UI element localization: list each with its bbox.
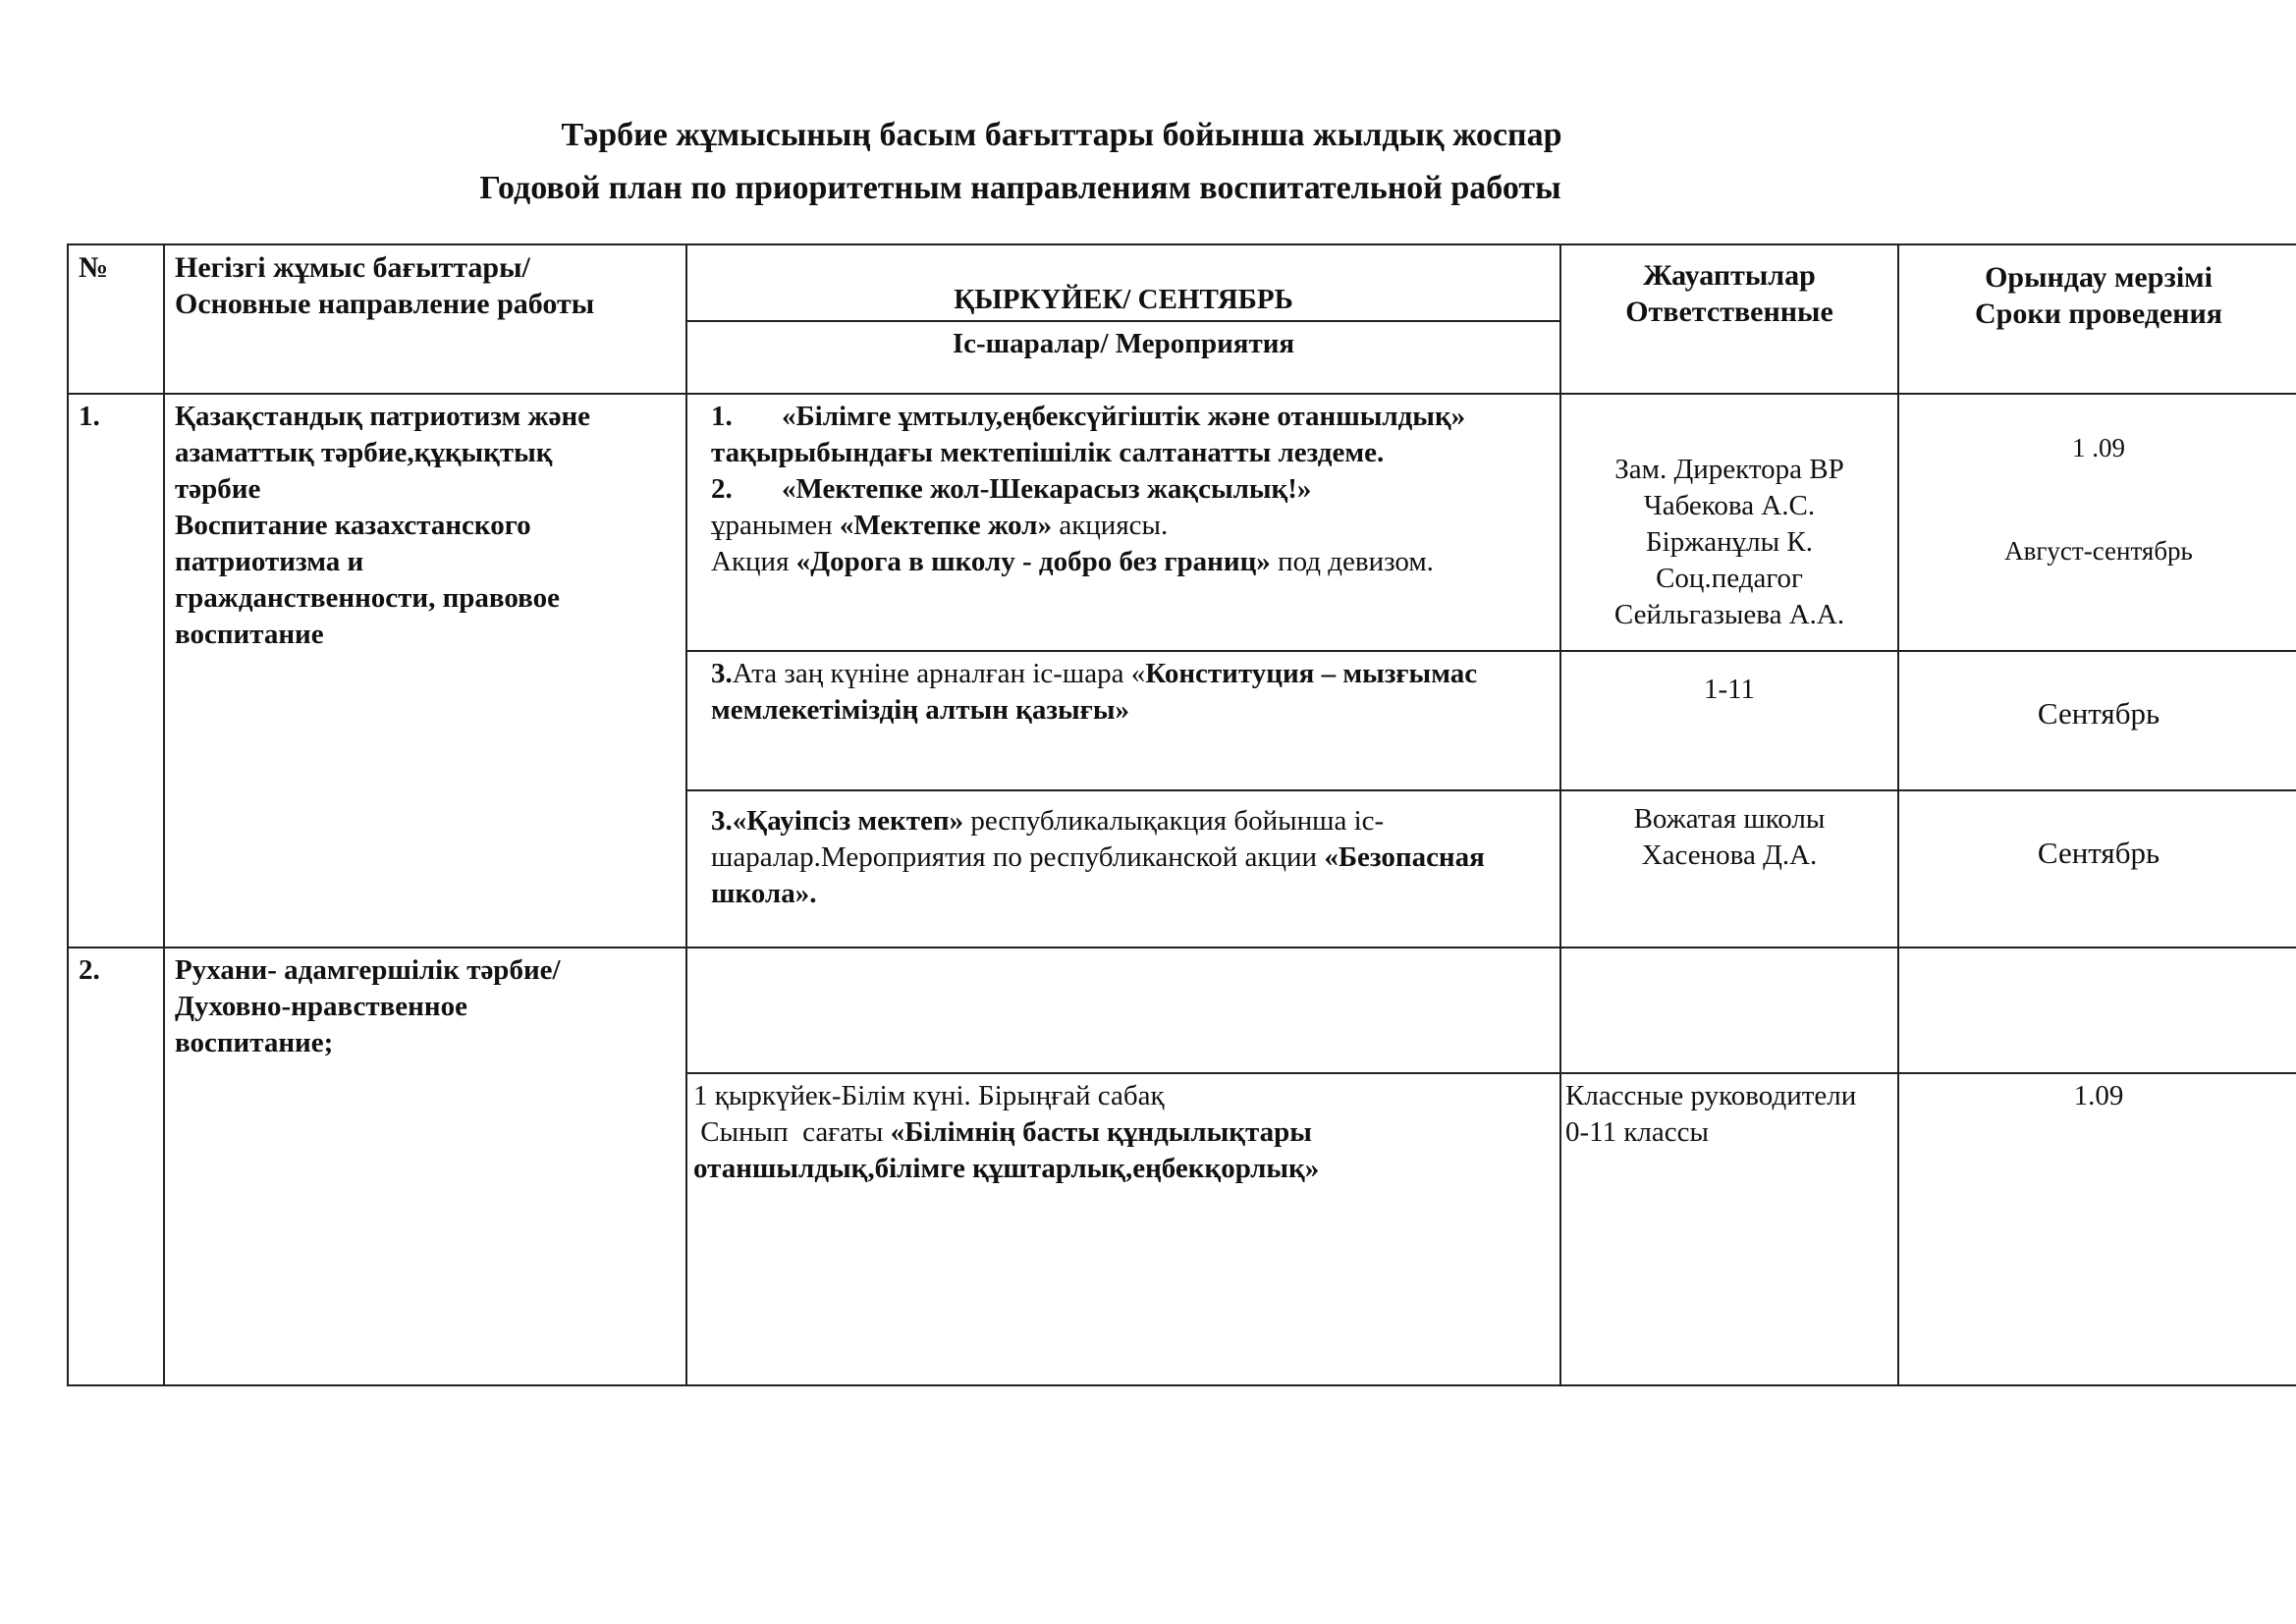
- responsible-line: 0-11 классы: [1565, 1116, 1709, 1148]
- date-line: Сентябрь: [2037, 836, 2160, 870]
- event-bold-text: «Мектепке жол»: [839, 510, 1053, 541]
- date-line: Сентябрь: [2037, 696, 2160, 731]
- header-deadline-ru: Сроки проведения: [1974, 298, 2223, 330]
- date-cell: [1898, 651, 2296, 790]
- event-bold-text: «Безопасная школа».: [711, 841, 1485, 909]
- header-deadline: [1898, 244, 2296, 394]
- responsible-line: Соц.педагог: [1656, 563, 1803, 594]
- event-num: 1.: [711, 401, 733, 432]
- direction-line: патриотизма и: [175, 546, 364, 577]
- responsible-line: Классные руководители: [1565, 1080, 1857, 1111]
- event-cell: [686, 651, 1560, 790]
- direction-line: тәрбие: [175, 473, 261, 505]
- responsible-line: 1-11: [1703, 674, 1756, 705]
- date-cell: [1898, 1073, 2296, 1385]
- event-bold-text: «Білімнің басты құндылықтары отаншылдық,білімге құштарлық,еңбекқорлық»: [693, 1116, 1320, 1184]
- event-bold-text: «Дорога в школу - добро без границ»: [795, 546, 1271, 577]
- plan-table: [67, 244, 2296, 1386]
- event-cell: [686, 394, 1560, 651]
- responsible-line: Хасенова Д.А.: [1641, 839, 1818, 871]
- direction-line: воспитание: [175, 619, 324, 650]
- document-title-ru: Годовой план по приоритетным направлениям воспитательной работы: [479, 170, 1561, 206]
- row-direction: [164, 947, 686, 1385]
- event-cell-empty: [686, 947, 1560, 1073]
- row-direction: [164, 394, 686, 947]
- date-cell: [1898, 394, 2296, 651]
- header-direction-kz: Негізгі жұмыс бағыттары/: [175, 251, 530, 284]
- responsible-line: Чабекова А.С.: [1643, 490, 1816, 521]
- header-num: №: [68, 244, 164, 394]
- header-month: ҚЫРКҮЙЕК/ СЕНТЯБРЬ: [686, 244, 1560, 321]
- row-num: 2.: [68, 947, 164, 1385]
- event-text: Акция: [711, 546, 796, 577]
- table-row: [68, 394, 2296, 651]
- date-line: 1 .09: [2072, 433, 2125, 462]
- table-row: [68, 947, 2296, 1073]
- responsible-line: Зам. Директора ВР: [1614, 454, 1844, 485]
- event-text: Ата заң күніне арналған іс-шара «: [732, 658, 1146, 689]
- event-text: республикалықакция бойынша іс-шаралар.Мероприятия по республиканской акции: [711, 805, 1385, 873]
- header-direction-ru: Основные направление работы: [175, 288, 595, 320]
- event-bold-text: Конституция – мызғымас мемлекетіміздің алтын қазығы»: [711, 658, 1478, 726]
- document-title-kz: Тәрбие жұмысының басым бағыттары бойынша жылдық жоспар: [561, 117, 1562, 153]
- direction-line: азаматтық тәрбие,құқықтық: [175, 437, 553, 468]
- date-line: 1.09: [2073, 1080, 2124, 1111]
- row-num: 1.: [68, 394, 164, 947]
- direction-line: Қазақстандық патриотизм және: [175, 401, 591, 432]
- responsible-line: Біржанұлы К.: [1646, 526, 1813, 558]
- event-bold-text: «Мектепке жол-Шекарасыз жақсылық!»: [782, 473, 1312, 505]
- date-line: Август-сентябрь: [2004, 536, 2193, 566]
- event-num: 2.: [711, 473, 733, 505]
- event-text: Сынып сағаты: [693, 1116, 891, 1148]
- event-text: акциясы.: [1052, 510, 1169, 541]
- event-text: под девизом.: [1270, 546, 1434, 577]
- event-bold-text: 3.«Қауіпсіз мектеп»: [711, 805, 964, 837]
- header-responsible-kz: Жауаптылар: [1643, 259, 1816, 292]
- event-cell: [686, 790, 1560, 947]
- direction-line: Рухани- адамгершілік тәрбие/: [175, 954, 561, 986]
- responsible-cell: [1560, 790, 1898, 947]
- responsible-cell: [1560, 651, 1898, 790]
- responsible-cell: [1560, 1073, 1898, 1385]
- event-num: 3.: [711, 658, 733, 689]
- event-text: 1 қыркүйек-Білім күні. Бірыңғай сабақ: [693, 1080, 1165, 1111]
- direction-line: Духовно-нравственное: [175, 991, 467, 1022]
- direction-line: воспитание;: [175, 1027, 334, 1058]
- direction-line: Воспитание казахстанского: [175, 510, 531, 541]
- responsible-line: Сейльгазыева А.А.: [1613, 599, 1845, 630]
- header-deadline-kz: Орындау мерзімі: [1985, 261, 2213, 294]
- header-row: [68, 244, 2296, 321]
- event-bold-text: «Білімге ұмтылу,еңбексүйгіштік және отаншылдық» тақырыбындағы мектепішілік салтанатты лездеме.: [711, 401, 1466, 468]
- header-responsible-ru: Ответственные: [1625, 296, 1833, 328]
- event-cell: [686, 1073, 1560, 1385]
- responsible-line: Вожатая школы: [1633, 803, 1826, 835]
- date-cell: [1898, 790, 2296, 947]
- event-item-2: [711, 471, 1550, 580]
- header-responsible: [1560, 244, 1898, 394]
- header-events: Іс-шаралар/ Мероприятия: [686, 321, 1560, 394]
- header-direction: [164, 244, 686, 394]
- event-item-1: [711, 399, 1550, 471]
- event-text: ұранымен: [711, 510, 840, 541]
- responsible-cell: [1560, 394, 1898, 651]
- responsible-cell-empty: [1560, 947, 1898, 1073]
- date-cell-empty: [1898, 947, 2296, 1073]
- direction-line: гражданственности, правовое: [175, 582, 561, 614]
